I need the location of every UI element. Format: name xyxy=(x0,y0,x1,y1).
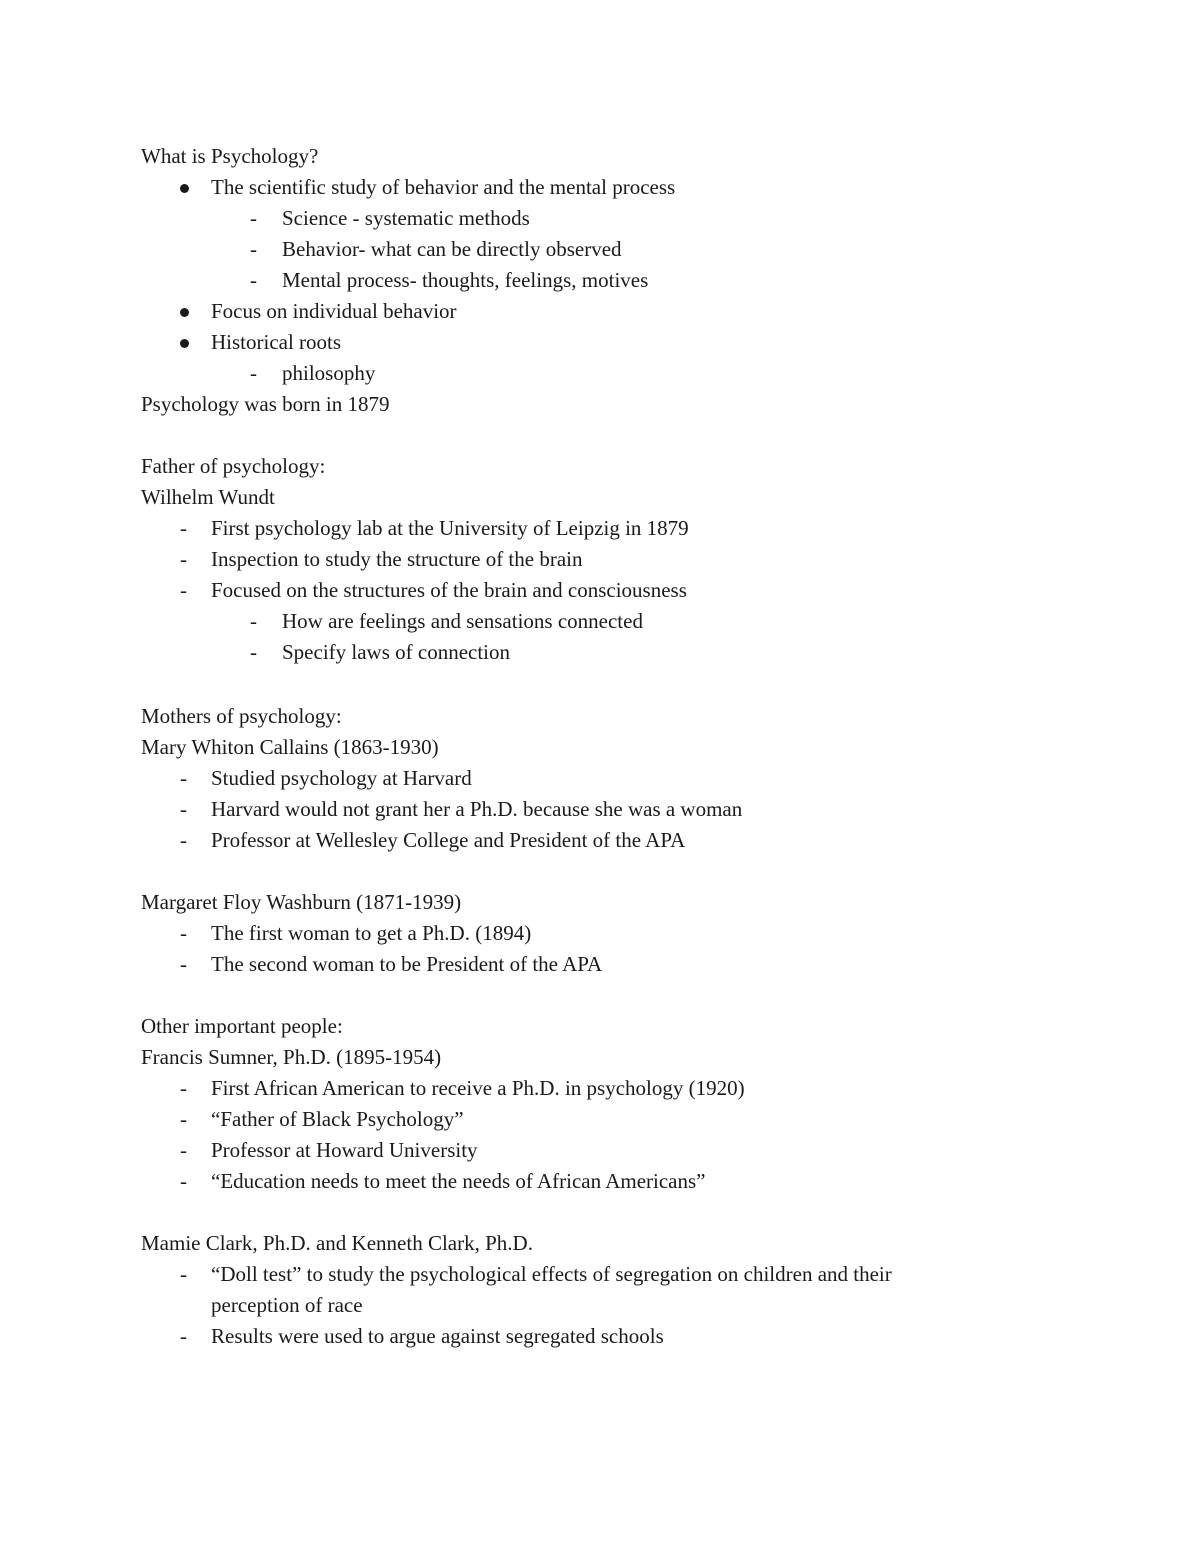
person-name: Wilhelm Wundt xyxy=(141,485,275,509)
section-heading: Mothers of psychology: xyxy=(141,704,342,728)
person-name: Mamie Clark, Ph.D. and Kenneth Clark, Ph.D. xyxy=(141,1231,533,1255)
document-page: What is Psychology? The scientific study of behavior and the mental process - Science - systematic methods - Behavior- what can be directly observed - Mental process- thoughts, feelings, motives Focus on individual behavior Historical roots - philosophy Psychology was born in 1879 Father of psychology: Wilhelm Wundt - First psychology lab at the University of Leipzig in 1879 - Inspection to study the structure of the brain - Focused on the structures of the brain and consciousness - How are feelings and sensations connected - Specify laws of connection Mothers of psychology: Mary Whiton Callains (1863-1930) - Studied psychology at Harvard - Harvard would not grant her a Ph.D. because she was a woman - Professor at Wellesley College and President of the APA Margaret Floy Washburn (1871-1939) - The first woman to get a Ph.D. (1894) - The second woman to be President of the APA Other important people: Francis Sumner, Ph.D. (1895-1954) - First African American to receive a Ph.D. in psychology (1920) - “Father of Black Psychology” - Professor at Howard University - “Education needs to meet the needs of African Americans” Mamie Clark, Ph.D. and Kenneth Clark, Ph.D. - “Doll test” to study the psychological effects of segregation on children and their perception of race - Results were used to argue against segregated schools xyxy=(0,0,1200,1553)
paragraph: Psychology was born in 1879 xyxy=(141,392,390,416)
section-heading: Other important people: xyxy=(141,1014,343,1038)
bullet-dot xyxy=(180,184,189,193)
person-name: Francis Sumner, Ph.D. (1895-1954) xyxy=(141,1045,442,1069)
section-heading: Father of psychology: xyxy=(141,454,326,478)
person-name: Margaret Floy Washburn (1871-1939) xyxy=(141,890,462,914)
bullet-dot xyxy=(180,308,189,317)
person-name: Mary Whiton Callains (1863-1930) xyxy=(141,735,439,759)
bullet-dot xyxy=(180,339,189,348)
section-heading: What is Psychology? xyxy=(141,144,319,168)
